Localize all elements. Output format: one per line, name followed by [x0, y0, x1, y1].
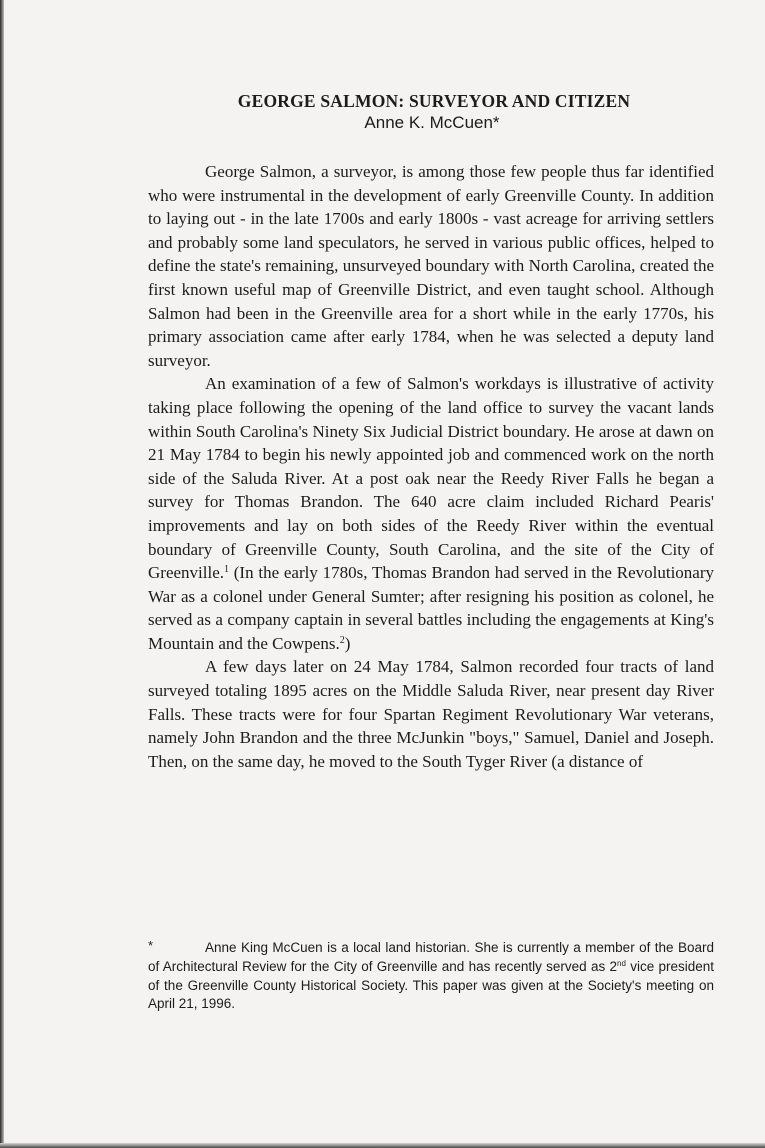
footnote-ref-2: 2 — [339, 634, 345, 646]
paragraph-2-text-end: ) — [344, 633, 351, 653]
paragraph-2-text-b: (In the early 1780s, Thomas Brandon had served in the Revolutionary War as a colonel under General Sumter; after resigning his position as colonel, he served as a company captain in several battles including the engagements at King's Mountain and the Cowpens. — [148, 563, 714, 653]
footnote-marker: * — [148, 938, 154, 953]
paragraph-3 — [148, 655, 714, 773]
footnote-text-a: Anne King McCuen is a local land historian. She is currently a member of the Board of Architectural Review for the City of Greenville and has recently served as 2 — [148, 940, 714, 974]
paragraph-1-text: George Salmon, a surveyor, is among those few people thus far identified who were instrumental in the development of early Greenville County. In addition to laying out - in the late 1700s and early 1800s - vast acreage for arriving settlers and probably some land speculators, he served in various public offices, helped to define the state's remaining, unsurveyed boundary with North Carolina, created the first known useful map of Greenville District, and even taught school. Although Salmon had been in the Greenville area for a short while in the early 1770s, his primary association came after early 1784, when he was selected a deputy land surveyor. — [148, 162, 714, 370]
article-author: Anne K. McCuen* — [364, 113, 500, 132]
footnote-ref-1: 1 — [224, 564, 229, 576]
footnote-text — [148, 939, 714, 1014]
article-body — [148, 160, 714, 773]
article-title: GEORGE SALMON: SURVEYOR AND CITIZEN — [237, 91, 631, 111]
footnote-text-b: vice president of the Greenville County Historical Society. This paper was given at the Society's meeting on April 21, 1996. — [148, 958, 715, 1012]
paragraph-3-text: A few days later on 24 May 1784, Salmon recorded four tracts of land surveyed totaling 1895 acres on the Middle Saluda River, near present day River Falls. These tracts were for four Spartan Regiment Revolutionary War veterans, namely John Brandon and the three McJunkin "boys," Samuel, Daniel and Joseph. Then, on the same day, he moved to the South Tyger River (a distance of — [148, 657, 714, 771]
page-edge-left — [0, 0, 4, 1148]
footnote-ordinal-suffix: nd — [617, 958, 626, 968]
paragraph-2 — [148, 372, 714, 655]
paragraph-1 — [148, 160, 714, 372]
article-page — [148, 90, 714, 773]
paragraph-2-text-a: An examination of a few of Salmon's workdays is illustrative of activity taking place following the opening of the land office to survey the vacant lands within South Carolina's Ninety Six Judicial District boundary. He arose at dawn on 21 May 1784 to begin his newly appointed job and commenced work on the north side of the Saluda River. At a post oak near the Reedy River Falls he began a survey for Thomas Brandon. The 640 acre claim included Richard Pearis' improvements and lay on both sides of the Reedy River within the eventual boundary of Greenville County, South Carolina, and the site of the City of Greenville. — [148, 374, 714, 583]
author-footnote — [148, 939, 714, 1014]
page-edge-bottom — [0, 1143, 765, 1148]
